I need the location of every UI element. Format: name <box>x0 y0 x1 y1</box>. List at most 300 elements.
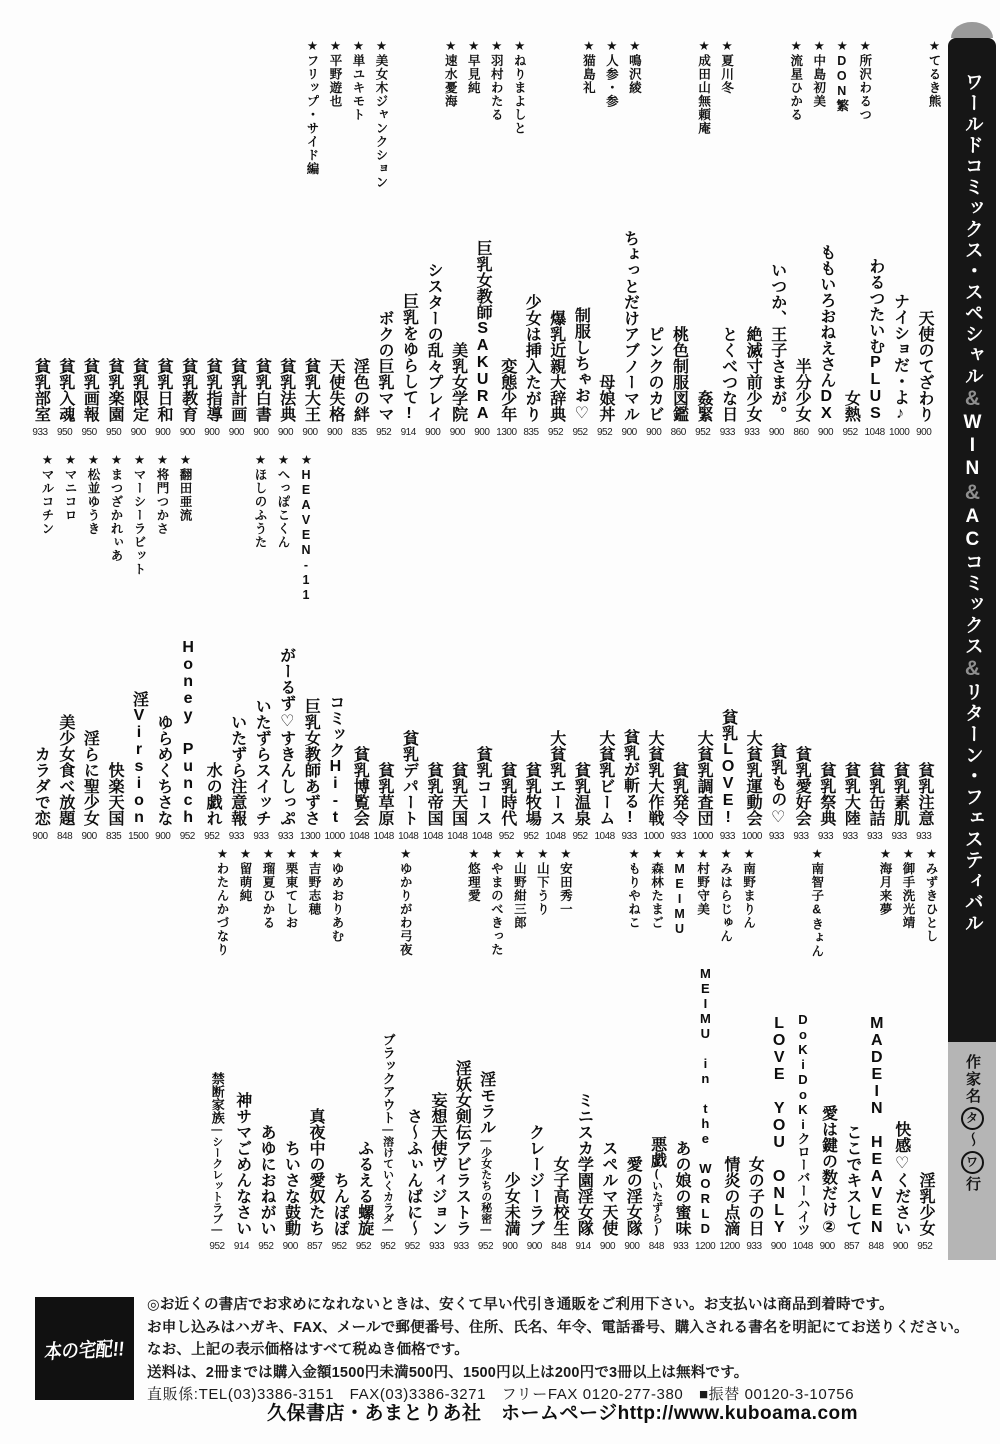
book-item <box>396 206 420 440</box>
book-title: 貧乳帝国 <box>425 762 443 826</box>
book-price: 933 <box>719 427 735 438</box>
book-title: Honey Punch <box>179 639 197 826</box>
book-price: 952 <box>209 1241 225 1252</box>
book-title: 少女未満 <box>502 1172 520 1236</box>
book-price: 900 <box>302 427 318 438</box>
order-info-line: ◎お近くの書店でお求めになれないときは、安くて早い代引き通販をご利用下さい。お支払いは商品到着時です。 <box>147 1297 894 1313</box>
book-price: 933 <box>916 831 932 842</box>
book-price: 860 <box>670 427 686 438</box>
book-price: 952 <box>331 1241 347 1252</box>
book-item <box>351 952 375 1254</box>
author-cluster <box>571 38 640 208</box>
book-price: 1000 <box>741 831 762 842</box>
book-price: 900 <box>425 427 441 438</box>
author-name: ★海月来夢 <box>877 846 892 916</box>
author-cluster <box>917 38 940 208</box>
author-name: ★わたんかづなり <box>215 846 229 957</box>
book-title: 貧乳もの♡ <box>768 743 786 826</box>
book-item <box>543 206 567 440</box>
book-price: 1000 <box>692 831 713 842</box>
book-item <box>568 206 592 440</box>
book-price: 952 <box>572 427 588 438</box>
book-price: 900 <box>819 1241 835 1252</box>
book-price: 933 <box>746 1241 762 1252</box>
book-price: 900 <box>277 427 294 438</box>
book-title: わるつたいむPLUS <box>866 258 884 422</box>
book-price: 900 <box>228 427 244 438</box>
book-item <box>278 952 302 1254</box>
book-title: 大貧乳調査団 <box>695 730 713 826</box>
book-title: 桃色制服図鑑 <box>670 326 688 422</box>
book-title: 貧乳が斬る! <box>621 729 639 826</box>
book-title: MEIMU in the WORLD <box>697 966 713 1236</box>
book-title: シスターの乱々プレイ <box>425 262 443 422</box>
book-title: 貧乳限定 <box>130 358 148 422</box>
author-range-prefix: 作家名 <box>964 1054 981 1105</box>
book-title: 貧乳天国 <box>449 762 467 826</box>
book-item <box>470 206 494 440</box>
book-price: 1048 <box>594 831 615 842</box>
book-item <box>298 206 322 440</box>
band2-titles <box>28 592 936 844</box>
book-price: 933 <box>817 831 834 842</box>
book-price: 900 <box>253 427 269 438</box>
author-name: ★栗東てしお <box>284 846 298 930</box>
author-name: ★安田秀一 <box>558 846 573 916</box>
book-item <box>547 952 571 1254</box>
book-item <box>693 952 717 1254</box>
book-item <box>691 206 715 440</box>
book-price: 950 <box>56 427 73 438</box>
book-title: 淫モラル―少女たちの秘密― <box>477 1071 495 1236</box>
book-item <box>912 206 936 440</box>
book-price: 900 <box>155 427 171 438</box>
book-price: 1048 <box>348 831 370 842</box>
book-price: 952 <box>695 427 711 438</box>
book-item <box>642 206 666 440</box>
book-item <box>840 952 864 1254</box>
book-price: 952 <box>477 1241 494 1252</box>
book-title: さ〜ふぃんばに〜 <box>404 1108 422 1236</box>
author-name: ★もりやねこ <box>626 846 641 930</box>
book-price: 914 <box>575 1241 591 1252</box>
band3-titles <box>205 952 937 1254</box>
author-name: ★翻田亜流 <box>178 452 192 522</box>
book-title: 大貧乳ビーム <box>596 730 614 826</box>
book-price: 933 <box>719 831 735 842</box>
book-price: 952 <box>376 427 392 438</box>
book-price: 950 <box>81 427 97 438</box>
book-title: LOVE YOU ONLY <box>770 1015 788 1236</box>
book-item <box>596 952 620 1254</box>
book-title: 貧乳素肌 <box>891 762 909 826</box>
author-cluster <box>779 38 871 208</box>
book-title: 少女は挿入たがり <box>523 294 541 422</box>
book-item <box>498 952 522 1254</box>
book-item <box>691 592 715 844</box>
book-price: 952 <box>917 1241 933 1252</box>
book-title: 貧乳愛好会 <box>793 746 811 826</box>
book-price: 933 <box>768 831 784 842</box>
book-title: 女熱 <box>842 390 860 422</box>
book-item <box>617 206 641 440</box>
book-price: 952 <box>355 1241 372 1252</box>
book-title: 貧乳牧場 <box>523 762 541 826</box>
book-price: 1200 <box>719 1241 740 1252</box>
book-title: MADEIN HEAVEN <box>868 1015 886 1236</box>
author-name: ★所沢わるつ <box>857 38 872 122</box>
book-price: 952 <box>547 427 564 438</box>
book-item <box>522 952 546 1254</box>
home-delivery-badge <box>35 1297 134 1400</box>
order-info <box>147 1294 995 1407</box>
contact-line: 直販係:TEL(03)3386-3151 FAX(03)3386-3271 フリーFAX 0120-277-380 ■振替 00120-3-10756 <box>147 1386 855 1403</box>
author-name: ★美女木ジャンクション <box>374 38 388 189</box>
book-item <box>175 592 199 844</box>
book-price: 933 <box>429 1241 445 1252</box>
book-title: あの娘の蜜味 <box>673 1140 691 1236</box>
book-item <box>151 592 175 844</box>
book-title: 情炎の点滴 <box>721 1156 739 1236</box>
book-price: 900 <box>326 427 343 438</box>
book-item <box>53 592 77 844</box>
book-title: いつか、王子さまが。 <box>768 262 786 422</box>
book-item <box>151 206 175 440</box>
book-title: 貧乳計画 <box>228 358 246 422</box>
book-subtitle: ―少女たちの秘密― <box>479 1135 492 1236</box>
book-item <box>568 592 592 844</box>
order-info-line: 送料は、2冊までは購入金額1500円未満500円、1500円以上は200円で3冊以上は無料です。 <box>147 1364 749 1381</box>
author-name: ★マルコチン <box>40 452 54 536</box>
book-item <box>77 592 101 844</box>
book-title: いたずらスイッチ <box>253 698 271 826</box>
banner-title-segment: リターン・フェスティバル <box>961 682 983 934</box>
book-price: 933 <box>842 831 858 842</box>
book-subtitle: (いたずら) <box>650 1168 663 1236</box>
author-range-suffix: 行 <box>964 1176 981 1193</box>
book-title: 真夜中の愛奴たち <box>306 1108 324 1236</box>
book-title: 女子高校生 <box>551 1156 568 1236</box>
banner-black <box>948 38 996 1042</box>
book-price: 835 <box>523 427 539 438</box>
book-price: 952 <box>179 831 195 842</box>
book-title: 変態少年 <box>498 358 516 422</box>
book-price: 914 <box>233 1241 249 1252</box>
book-item <box>593 592 617 844</box>
book-title: 美乳女学院 <box>449 342 467 422</box>
book-title: ちょっとだけアブノーマル <box>621 230 639 422</box>
book-title: 貧乳温泉 <box>572 762 590 826</box>
book-title: 大貧乳運動会 <box>744 730 762 826</box>
author-name: ★流星ひかる <box>788 38 803 122</box>
book-title: 美少女食べ放題 <box>56 714 74 826</box>
book-title: 巨乳をゆらして! <box>400 293 418 422</box>
book-item <box>376 952 400 1254</box>
book-item <box>273 592 297 844</box>
book-title: ふるえる螺旋 <box>355 1140 373 1236</box>
book-title: 快楽天国 <box>105 762 123 826</box>
book-price: 933 <box>867 831 883 842</box>
author-name: ★森林たまご <box>649 846 664 930</box>
book-price: 1048 <box>447 831 468 842</box>
series-banner <box>948 22 996 1260</box>
book-item <box>593 206 617 440</box>
book-price: 857 <box>307 1241 323 1252</box>
book-item <box>838 206 862 440</box>
book-item <box>863 592 887 844</box>
book-item <box>913 952 937 1254</box>
author-name: ★山野紺三郎 <box>512 846 527 930</box>
ampersand: & <box>960 481 984 506</box>
book-title: 淫色の絆 <box>351 358 369 422</box>
book-price: 933 <box>744 427 760 438</box>
book-title: 母娘丼 <box>596 374 614 422</box>
book-item <box>347 206 371 440</box>
book-item <box>323 206 347 440</box>
book-item <box>445 592 469 844</box>
author-name: ★早見純 <box>466 38 481 95</box>
book-item <box>200 206 224 440</box>
book-item <box>421 206 445 440</box>
book-price: 933 <box>253 831 269 842</box>
author-name: ★ねりまよしと <box>512 38 527 135</box>
book-item <box>791 952 815 1254</box>
book-title: DoKiDoKiクローバーハイツ <box>795 1012 811 1236</box>
book-item <box>838 592 862 844</box>
author-name: ★悠理愛 <box>466 846 481 903</box>
book-price: 835 <box>351 427 367 438</box>
banner-cap <box>951 22 992 38</box>
book-price: 1048 <box>864 427 885 438</box>
book-price: 1048 <box>373 831 394 842</box>
author-name: ★まつざかれぃあ <box>109 452 123 563</box>
book-price: 900 <box>155 831 171 842</box>
book-title: スペルマ天使 <box>599 1140 617 1236</box>
banner-title <box>961 72 983 1042</box>
book-item <box>764 206 788 440</box>
author-name: ★山下うり <box>535 846 550 916</box>
book-item <box>814 206 838 440</box>
book-item <box>642 592 666 844</box>
book-item <box>666 592 690 844</box>
author-name: ★DON繁 <box>834 38 849 113</box>
book-item <box>543 592 567 844</box>
book-price: 900 <box>130 427 146 438</box>
book-title: ゆらめくちさな <box>155 714 173 826</box>
book-title: ももいろおねえさんDX <box>817 244 835 422</box>
book-price: 952 <box>258 1241 274 1252</box>
book-item <box>347 592 371 844</box>
book-title: 快感♡ください <box>892 1121 910 1236</box>
book-title: 姦緊 <box>695 390 713 422</box>
book-price: 900 <box>770 1241 786 1252</box>
ampersand: & <box>960 387 984 412</box>
book-title: 貧乳時代 <box>498 762 516 826</box>
book-title: 禁断家族―シークレットラブ― <box>209 1072 225 1236</box>
book-title: 制服しちゃお♡ <box>572 307 590 422</box>
book-title: 巨乳女教師SAKURA <box>474 240 492 422</box>
book-item <box>28 592 52 844</box>
book-subtitle: ―シークレットラブ― <box>210 1124 223 1236</box>
book-item <box>445 206 469 440</box>
book-price: 1500 <box>128 831 149 842</box>
book-price: 1000 <box>324 831 345 842</box>
book-item <box>224 206 248 440</box>
book-title: 愛は鍵の数だけ② <box>819 1105 837 1236</box>
book-item <box>715 592 739 844</box>
book-title: とくべつな日 <box>719 326 737 422</box>
order-info-line: お申し込みはハガキ、FAX、メールで郵便番号、住所、氏名、年令、電話番号、購入される書名を明記にてお送りください。 <box>147 1319 969 1336</box>
book-item <box>254 952 278 1254</box>
book-price: 933 <box>32 427 48 438</box>
book-title: ナイショだ・よ♪ <box>891 293 909 422</box>
book-title: 妄想天使ヴィジョン <box>428 1092 446 1236</box>
book-item <box>126 592 150 844</box>
book-price: 933 <box>670 831 686 842</box>
book-item <box>126 206 150 440</box>
banner-title-segment: ACコミックス <box>961 506 983 657</box>
author-name: ★単ユキモト <box>351 38 365 122</box>
publisher-line: 久保書店・あまとりあ社 ホームページhttp://www.kuboama.com <box>266 1403 859 1424</box>
book-item <box>102 206 126 440</box>
author-name: ★HEAVEN-11 <box>299 452 313 603</box>
book-item <box>494 206 518 440</box>
book-price: 900 <box>449 427 465 438</box>
book-item <box>764 592 788 844</box>
book-title: 貧乳博覧会 <box>351 746 369 826</box>
author-name: ★中島初美 <box>811 38 826 108</box>
author-name: ★留萌純 <box>238 846 252 903</box>
author-name: ★御手洗光靖 <box>900 846 915 930</box>
book-item <box>742 952 766 1254</box>
order-info-lines <box>147 1294 995 1384</box>
book-item <box>298 592 322 844</box>
book-item <box>249 206 273 440</box>
home-delivery-label: 本の宅配!! <box>43 1338 126 1364</box>
author-name: ★南智子&きょん <box>809 846 824 958</box>
book-title: 女の子の日 <box>746 1156 764 1236</box>
book-title: 淫乳少女 <box>917 1172 935 1236</box>
banner-title-segment: ワールドコミックス・スペシャル <box>961 72 983 387</box>
book-item <box>249 592 273 844</box>
author-name: ★てるき熊 <box>926 38 941 108</box>
book-price: 933 <box>453 1241 469 1252</box>
book-price: 933 <box>228 831 244 842</box>
author-name: ★成田山無頼庵 <box>696 38 711 135</box>
book-title: 貧乳部室 <box>32 358 50 422</box>
author-cluster <box>295 38 387 208</box>
book-item <box>229 952 253 1254</box>
book-item <box>303 952 327 1254</box>
book-item <box>425 952 449 1254</box>
book-price: 857 <box>843 1241 860 1252</box>
order-info-line: なお、上記の表示価格はすべて税ぬき価格です。 <box>147 1342 469 1358</box>
book-price: 848 <box>868 1241 884 1252</box>
book-item <box>740 592 764 844</box>
book-price: 900 <box>817 427 834 438</box>
book-title: 貧乳白書 <box>253 358 271 422</box>
book-title: 神サマごめんなさい <box>233 1092 251 1236</box>
book-title: 貧乳指導 <box>204 358 222 422</box>
book-price: 835 <box>106 831 122 842</box>
book-item <box>28 206 52 440</box>
book-item <box>372 592 396 844</box>
book-item <box>400 952 424 1254</box>
book-price: 952 <box>596 427 613 438</box>
book-title: 貧乳LOVE! <box>719 709 737 826</box>
book-item <box>740 206 764 440</box>
book-title: コミックHi-t <box>326 694 344 826</box>
book-title: 淫Virsion <box>130 691 148 826</box>
author-name: ★フリップ・サイド編 <box>305 38 319 176</box>
author-name: ★へっぽこくん <box>276 452 290 549</box>
book-item <box>617 592 641 844</box>
book-title: 貧乳法典 <box>277 358 295 422</box>
author-name: ★将門つかさ <box>155 452 169 536</box>
author-name: ★みずきひとし <box>923 846 938 943</box>
book-item <box>789 206 813 440</box>
book-item <box>620 952 644 1254</box>
book-item <box>473 952 497 1254</box>
author-name: ★村野守美 <box>695 846 710 916</box>
book-price: 900 <box>502 1241 518 1252</box>
banner-title-segment: WIN <box>961 412 983 481</box>
book-price: 952 <box>204 831 220 842</box>
book-price: 900 <box>81 831 97 842</box>
book-item <box>175 206 199 440</box>
author-name: ★マニコロ <box>63 452 77 522</box>
author-range-from-circle: タ <box>961 1107 984 1130</box>
book-price: 900 <box>646 427 662 438</box>
book-item <box>519 592 543 844</box>
book-title: ブラックアウト―溶けていくカラダ― <box>380 1033 396 1236</box>
author-name: ★南野まりん <box>741 846 756 930</box>
book-price: 952 <box>523 831 539 842</box>
author-name: ★吉野志穂 <box>307 846 321 916</box>
banner-author-range <box>948 1042 996 1260</box>
book-price: 952 <box>380 1241 396 1252</box>
book-price: 952 <box>404 1241 420 1252</box>
book-title: ちいさな鼓動 <box>282 1140 300 1236</box>
book-item <box>494 592 518 844</box>
book-title: ピンクのカビ <box>645 326 663 422</box>
book-price: 860 <box>793 427 809 438</box>
book-title: 貧乳画報 <box>81 358 99 422</box>
book-title: あゆにおねがい <box>258 1124 276 1236</box>
author-name: ★やまのべきった <box>489 846 504 957</box>
book-title: 巨乳女教師あずさ <box>302 698 320 826</box>
author-name: ★人参・参 <box>604 38 619 108</box>
author-cluster <box>433 38 525 208</box>
book-title: 貧乳大王 <box>302 358 320 422</box>
book-title: 絶滅寸前少女 <box>744 326 762 422</box>
author-cluster <box>687 38 733 208</box>
book-price: 900 <box>282 1241 298 1252</box>
band1-authors <box>295 38 940 208</box>
author-name: ★猫島礼 <box>581 38 596 95</box>
book-price: 952 <box>572 831 588 842</box>
book-price: 1200 <box>695 1241 716 1252</box>
book-item <box>327 952 351 1254</box>
book-subtitle: ―溶けていくカラダ― <box>381 1124 394 1236</box>
book-title: 淫妖女剣伝アビラストラ <box>453 1060 471 1236</box>
book-item <box>470 592 494 844</box>
book-item <box>888 952 912 1254</box>
book-item <box>372 206 396 440</box>
book-item <box>766 952 790 1254</box>
book-price: 1048 <box>471 831 492 842</box>
book-title: 貧乳教育 <box>179 358 197 422</box>
